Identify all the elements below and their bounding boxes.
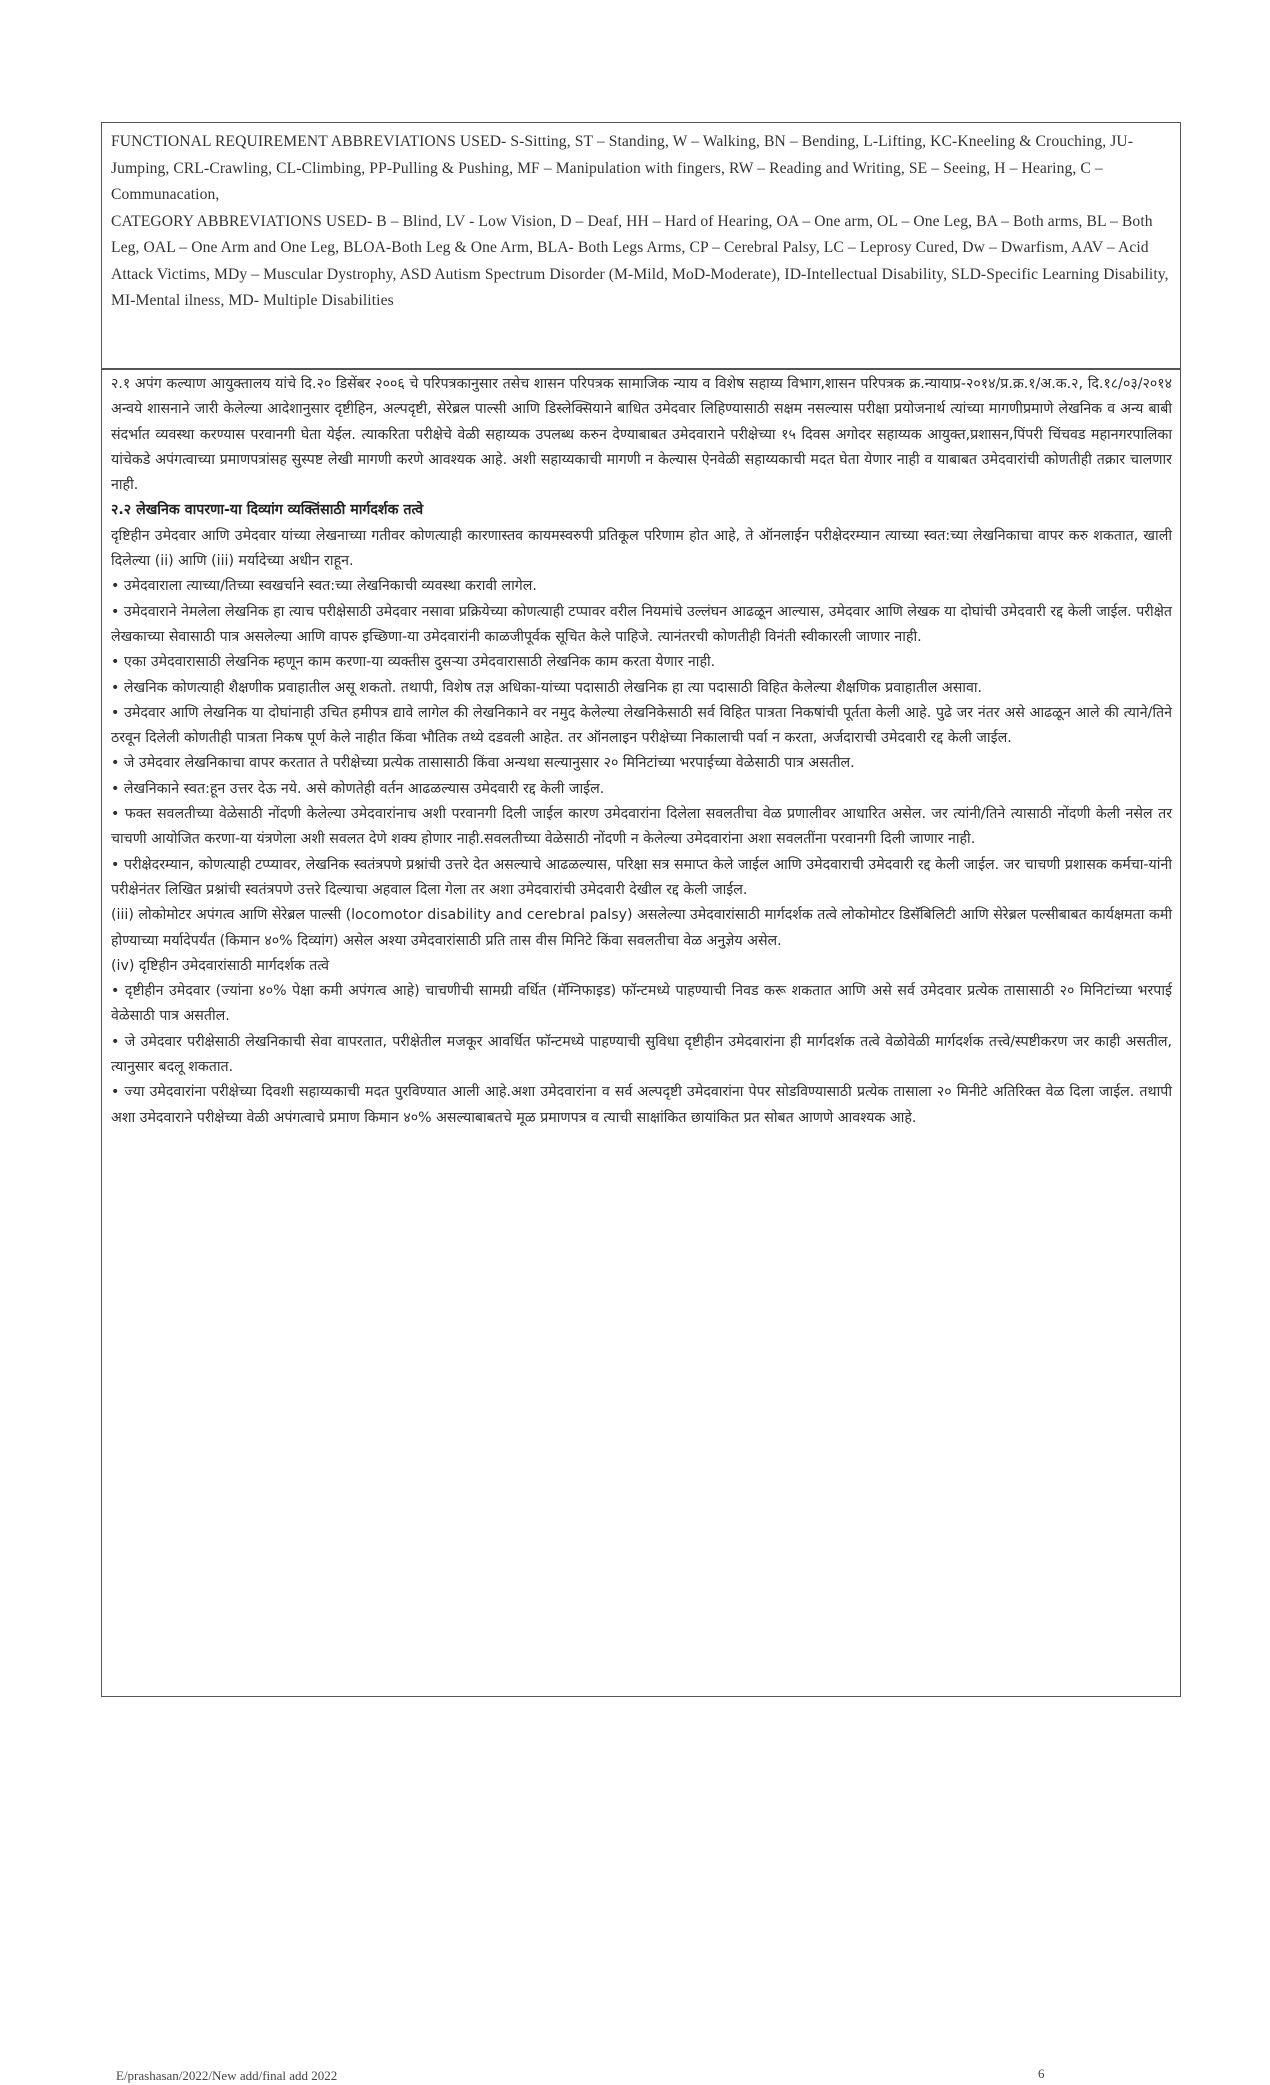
sub-section-iv-heading: (iv) दृष्टिहीन उमेदवारांसाठी मार्गदर्शक तत्वे <box>111 957 329 974</box>
bullet-item: • उमेदवार आणि लेखनिक या दोघांनाही उचित हमीपत्र द्यावे लागेल की लेखनिकाने वर नमुद केलेल्या लेखनिकेसाठी सर्व विहित पात्रता निकषांची पूर्तता केली आहे. पुढे जर नंतर असे आढळून आले की त्याने/तिने ठरवून दिलेली कोणतीही पात्रता निकष पूर्ण केले नाहीत किंवा भौतिक तथ्ये दडवली आहेत. तर ऑनलाइन परीक्षेच्या निकालाची पर्वा न करता, अर्जदाराची उमेदवारी रद्द केली जाईल. <box>111 701 1172 752</box>
footer-file-path: E/prashasan/2022/New add/final add 2022 <box>116 2068 338 2083</box>
section-2-1-paragraph: २.१ अपंग कल्याण आयुक्तालय यांचे दि.२० डिसेंबर २००६ चे परिपत्रकानुसार तसेच शासन परिपत्रक सामाजिक न्याय व विशेष सहाय्य विभाग,शासन परिपत्रक क्र.न्यायाप्र-२०१४/प्र.क्र.१/अ.क.२, दि.१८/०३/२०१४ अन्वये शासनाने जारी केलेल्या आदेशानुसार दृष्टीहिन, अल्पदृष्टी, सेरेब्रल पाल्सी आणि डिस्लेक्सियाने बाधित उमेदवार लिहिण्यासाठी सक्षम नसल्यास परीक्षा प्रयोजनार्थ त्यांच्या मागणीप्रमाणे लेखनिक व अन्य बाबी संदर्भात व्यवस्था करण्यास परवानगी घेता येईल. त्याकरिता परीक्षेचे वेळी सहाय्यक उपलब्ध करुन देण्याबाबत उमेदवाराने परीक्षेच्या १५ दिवस अगोदर सहाय्यक आयुक्त,प्रशासन,पिंपरी चिंचवड महानगरपालिका यांचेकडे अपंगत्वाच्या प्रमाणपत्रांसह सुस्पष्ट लेखी मागणी करणे आवश्यक आहे. अशी सहाय्यकाची मागणी न केल्यास ऐनवेळी सहाय्यकाची मदत घेता येणार नाही व याबाबत उमेदवारांची कोणतीही तक्रार चालणार नाही. <box>111 376 1172 494</box>
bullet-item: • एका उमेदवारासाठी लेखनिक म्हणून काम करणा-या व्यक्तीस दुसऱ्या उमेदवारासाठी लेखनिक काम करता येणार नाही. <box>111 650 1172 675</box>
bullet-item: • दृष्टीहीन उमेदवार (ज्यांना ४०% पेक्षा कमी अपंगत्व आहे) चाचणीची सामग्री वर्धित (मॅग्निफाइड) फॉन्टमध्ये पाहण्याची निवड करू शकतात आणि असे सर्व उमेदवार प्रत्येक तासासाठी २० मिनिटांच्या भरपाई वेळेसाठी पात्र असतील. <box>111 979 1172 1030</box>
page-number: 6 <box>1038 2066 1045 2081</box>
bullet-item: • उमेदवाराला त्याच्या/तिच्या स्वखर्चाने स्वत:च्या लेखनिकाची व्यवस्था करावी लागेल. <box>111 574 1172 599</box>
section-2-2-intro: दृष्टिहीन उमेदवार आणि उमेदवार यांच्या लेखनाच्या गतीवर कोणत्याही कारणास्तव कायमस्वरुपी प्रतिकूल परिणाम होत आहे, ते ऑनलाईन परीक्षेदरम्यान त्याच्या स्वत:च्या लेखनिकाचा वापर करु शकतात, खाली दिलेल्या (ii) आणि (iii) मर्यादेच्या अधीन राहून. <box>111 527 1172 570</box>
sub-section-iii: (iii) लोकोमोटर अपंगत्व आणि सेरेब्रल पाल्सी (locomotor disability and cerebral palsy) असलेल्या उमेदवारांसाठी मार्गदर्शक तत्वे लोकोमोटर डिसॅबिलिटी आणि सेरेब्रल पल्सीबाबत कार्यक्षमता कमी होण्याच्या मर्यादेपर्यंत (किमान ४०% दिव्यांग) असेल अश्या उमेदवारांसाठी प्रति तास वीस मिनिटे किंवा सवलतीचा वेळ अनुज्ञेय असेल. <box>111 907 1172 949</box>
section-2-2-heading: २.२ लेखनिक वापरणा-या दिव्यांग व्यक्तिंसाठी मार्गदर्शक तत्वे <box>111 502 424 519</box>
functional-abbreviations: FUNCTIONAL REQUIREMENT ABBREVIATIONS USED- S-Sitting, ST – Standing, W – Walking, BN – Bending, L-Lifting, KC-Kneeling & Crouching, JU-Jumping, CRL-Crawling, CL-Climbing, PP-Pulling & Pushing, MF – Manipulation with fingers, RW – Reading and Writing, SE – Seeing, H – Hearing, C – Communacation, <box>111 133 1134 203</box>
bullet-item: • उमेदवाराने नेमलेला लेखनिक हा त्याच परीक्षेसाठी उमेदवार नसावा प्रक्रियेच्या कोणत्याही टप्पावर वरील नियमांचे उल्लंघन आढळून आल्यास, उमेदवार आणि लेखक या दोघांची उमेदवारी रद्द केली जाईल. परीक्षेत लेखकाच्या सेवासाठी पात्र असलेल्या आणि वापरु इच्छिणा-या उमेदवारांनी काळजीपूर्वक सूचित केले पाहिजे. त्यानंतरची कोणतीही विनंती स्वीकारली जाणार नाही. <box>111 600 1172 651</box>
bullet-item: • लेखनिकाने स्वत:हून उत्तर देऊ नये. असे कोणतेही वर्तन आढळल्यास उमेदवारी रद्द केली जाईल. <box>111 777 1172 802</box>
guidelines-box <box>101 369 1181 1697</box>
category-abbreviations: CATEGORY ABBREVIATIONS USED- B – Blind, LV - Low Vision, D – Deaf, HH – Hard of Hearing, OA – One arm, OL – One Leg, BA – Both arms, BL – Both Leg, OAL – One Arm and One Leg, BLOA-Both Leg & One Arm, BLA- Both Legs Arms, CP – Cerebral Palsy, LC – Leprosy Cured, Dw – Dwarfism, AAV – Acid Attack Victims, MDy – Muscular Dystrophy, ASD Autism Spectrum Disorder (M-Mild, MoD-Moderate), ID-Intellectual Disability, SLD-Specific Learning Disability, MI-Mental ilness, MD- Multiple Disabilities <box>111 212 1169 309</box>
bullet-item: • परीक्षेदरम्यान, कोणत्याही टप्प्यावर, लेखनिक स्वतंत्रपणे प्रश्नांची उत्तरे देत असल्याचे आढळल्यास, परिक्षा सत्र समाप्त केले जाईल आणि उमेदवाराची उमेदवारी रद्द केली जाईल. जर चाचणी प्रशासक कर्मचा-यांनी परीक्षेनंतर लिखित प्रश्नांची स्वतंत्रपणे उत्तरे दिल्याचा अहवाल दिला गेला तर अशा उमेदवारांची उमेदवारी देखील रद्द केली जाईल. <box>111 853 1172 904</box>
bullet-item: • लेखनिक कोणत्याही शैक्षणीक प्रवाहातील असू शकतो. तथापी, विशेष तज्ञ अधिका-यांच्या पदासाठी लेखनिक हा त्या पदासाठी विहित केलेल्या शैक्षणिक प्रवाहातील असावा. <box>111 676 1172 701</box>
bullet-item: • ज्या उमेदवारांना परीक्षेच्या दिवशी सहाय्यकाची मदत पुरविण्यात आली आहे.अशा उमेदवारांना व सर्व अल्पदृष्टी उमेदवारांना पेपर सोडविण्यासाठी प्रत्येक तासाला २० मिनीटे अतिरिक्त वेळ दिला जाईल. तथापी अशा उमेदवाराने परीक्षेच्या वेळी अपंगत्वाचे प्रमाण किमान ४०% असल्याबाबतचे मूळ प्रमाणपत्र व त्याची साक्षांकित छायांकित प्रत सोबत आणणे आवश्यक आहे. <box>111 1080 1172 1131</box>
abbreviations-box <box>101 122 1181 369</box>
bullet-item: • जे उमेदवार लेखनिकाचा वापर करतात ते परीक्षेच्या प्रत्येक तासासाठी किंवा अन्यथा सल्यानुसार २० मिनिटांच्या भरपाईच्या वेळेसाठी पात्र असतील. <box>111 751 1172 776</box>
bullet-item: • फक्त सवलतीच्या वेळेसाठी नोंदणी केलेल्या उमेदवारांनाच अशी परवानगी दिली जाईल कारण उमेदवारांना दिलेला सवलतीचा वेळ प्रणालीवर आधारित असेल. जर त्यांनी/तिने त्यासाठी नोंदणी केली नसेल तर चाचणी आयोजित करणा-या यंत्रणेला अशी सवलत देणे शक्य होणार नाही.सवलतीच्या वेळेसाठी नोंदणी न केलेल्या उमेदवारांना अशा सवलतींना परवानगी दिली जाणार नाही. <box>111 802 1172 853</box>
bullet-item: • जे उमेदवार परीक्षेसाठी लेखनिकाची सेवा वापरतात, परीक्षेतील मजकूर आवर्धित फॉन्टमध्ये पाहण्याची सुविधा दृष्टीहीन उमेदवारांना ही मार्गदर्शक तत्वे वेळोवेळी मार्गदर्शक तत्त्वे/स्पष्टीकरण जर काही असतील, त्यानुसार बदलू शकतात. <box>111 1030 1172 1081</box>
